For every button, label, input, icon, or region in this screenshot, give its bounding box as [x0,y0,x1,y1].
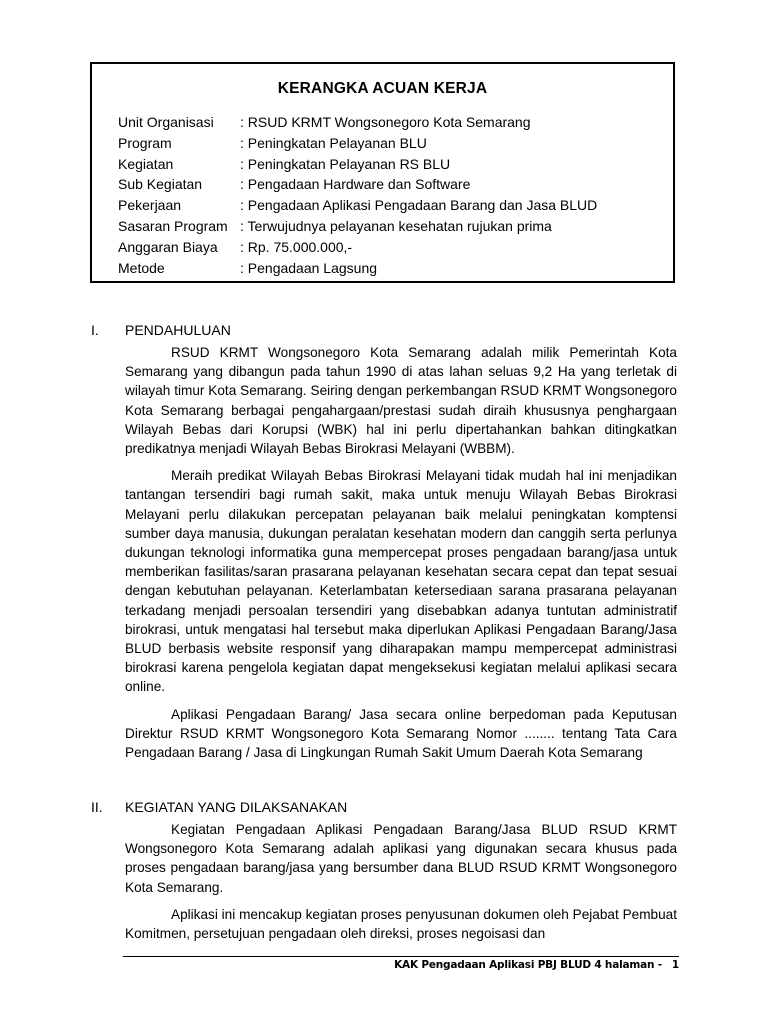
paragraph: Aplikasi Pengadaan Barang/ Jasa secara online berpedoman pada Keputusan Direktur RSUD KRMT Wongsonegoro Kota Semarang Nomor ........ tentang Tata Cara Pengadaan Barang / Jasa di Lingkungan Rumah Sakit Umum Daerah Kota Semarang [125,706,677,761]
info-row-sub-kegiatan [118,174,668,195]
section-title: KEGIATAN YANG DILAKSANAKAN [125,799,348,815]
document-title: KERANGKA ACUAN KERJA [277,80,488,97]
info-value: : Terwujudnya pelayanan kesehatan rujukan prima [240,217,552,234]
info-row-kegiatan [118,154,668,175]
page-number: 1 [671,959,679,971]
info-row-pekerjaan [118,195,668,216]
header-box [90,62,675,283]
info-value: : Rp. 75.000.000,- [240,238,353,255]
info-row-anggaran-biaya [118,237,668,258]
paragraph: Kegiatan Pengadaan Aplikasi Pengadaan Barang/Jasa BLUD RSUD KRMT Wongsonegoro Kota Semarang adalah aplikasi yang digunakan secara khusus pada proses pengadaan barang/jasa yang bersumber dana BLUD RSUD KRMT Wongsonegoro Kota Semarang. [125,822,677,895]
info-label: Unit Organisasi [118,114,214,130]
info-label: Anggaran Biaya [118,238,218,255]
section-heading [91,797,677,817]
section-number: II. [91,799,103,815]
info-row-sasaran-program [118,216,668,237]
paragraph: Aplikasi ini mencakup kegiatan proses penyusunan dokumen oleh Pejabat Pembuat Komitmen, persetujuan pengadaan oleh direksi, proses negoisasi dan [125,906,677,942]
page-footer [123,959,679,971]
info-label: Sasaran Program [118,217,228,234]
footer-divider [123,956,679,957]
section-kegiatan [91,797,677,943]
section-title: PENDAHULUAN [125,322,231,338]
section-pendahuluan [91,320,677,762]
info-label: Metode [118,259,165,276]
info-row-program [118,133,668,154]
info-label: Pekerjaan [118,197,182,214]
info-label: Sub Kegiatan [118,176,203,193]
info-row-metode [118,258,668,279]
info-row-unit-organisasi [118,112,668,133]
info-value: : RSUD KRMT Wongsonegoro Kota Semarang [240,114,531,130]
section-heading [91,320,677,340]
footer-text: KAK Pengadaan Aplikasi PBJ BLUD 4 halaman - [394,959,662,971]
paragraph: Meraih predikat Wilayah Bebas Birokrasi Melayani tidak mudah hal ini menjadikan tantangan tersendiri bagi rumah sakit, maka untuk menuju Wilayah Bebas Birokrasi Melayani perlu dilakukan percepatan pelayanan baik melalui peningkatan komptensi sumber daya manusia, dukungan peralatan kesehatan modern dan canggih serta perlunya dukungan teknologi informatika guna mempercepat proses pengadaan barang/jasa untuk memberikan fasilitas/saran prasarana pelayanan kesehatan secara cepat dan tepat sesuai dengan kebutuhan pelayanan. Keterlambatan ketersediaan sarana prasarana pelayanan terkadang menjadi persoalan tersendiri yang disebabkan adanya tuntutan administratif birokrasi, untuk mengatasi hal tersebut maka diperlukan Aplikasi Pengadaan Barang/Jasa BLUD berbasis website responsif yang diharapakan mampu mempercepat administrasi birokrasi karena pengelola kegiatan dapat mengeksekusi kegiatan melalui aplikasi secara online. [125,468,677,695]
info-label: Program [118,134,172,151]
header-info-table [118,112,668,278]
info-label: Kegiatan [118,155,174,172]
paragraph: RSUD KRMT Wongsonegoro Kota Semarang adalah milik Pemerintah Kota Semarang yang dibangun pada tahun 1990 di atas lahan seluas 9,2 Ha yang terletak di wilayah timur Kota Semarang. Seiring dengan perkembangan RSUD KRMT Wongsonegoro Kota Semarang berbagai pengahargaan/prestasi sudah diraih khususnya penghargaan Wilayah Bebas dari Korupsi (WBK) hal ini perlu dipertahankan bahkan ditingkatkan predikatnya menjadi Wilayah Bebas Birokrasi Melayani (WBBM). [125,345,677,457]
info-value: : Peningkatan Pelayanan BLU [240,134,427,151]
info-value: : Peningkatan Pelayanan RS BLU [240,155,451,172]
info-value: : Pengadaan Aplikasi Pengadaan Barang dan Jasa BLUD [240,197,598,214]
info-value: : Pengadaan Hardware dan Software [240,176,471,193]
section-number: I. [91,322,99,338]
info-value: : Pengadaan Lagsung [240,259,378,276]
